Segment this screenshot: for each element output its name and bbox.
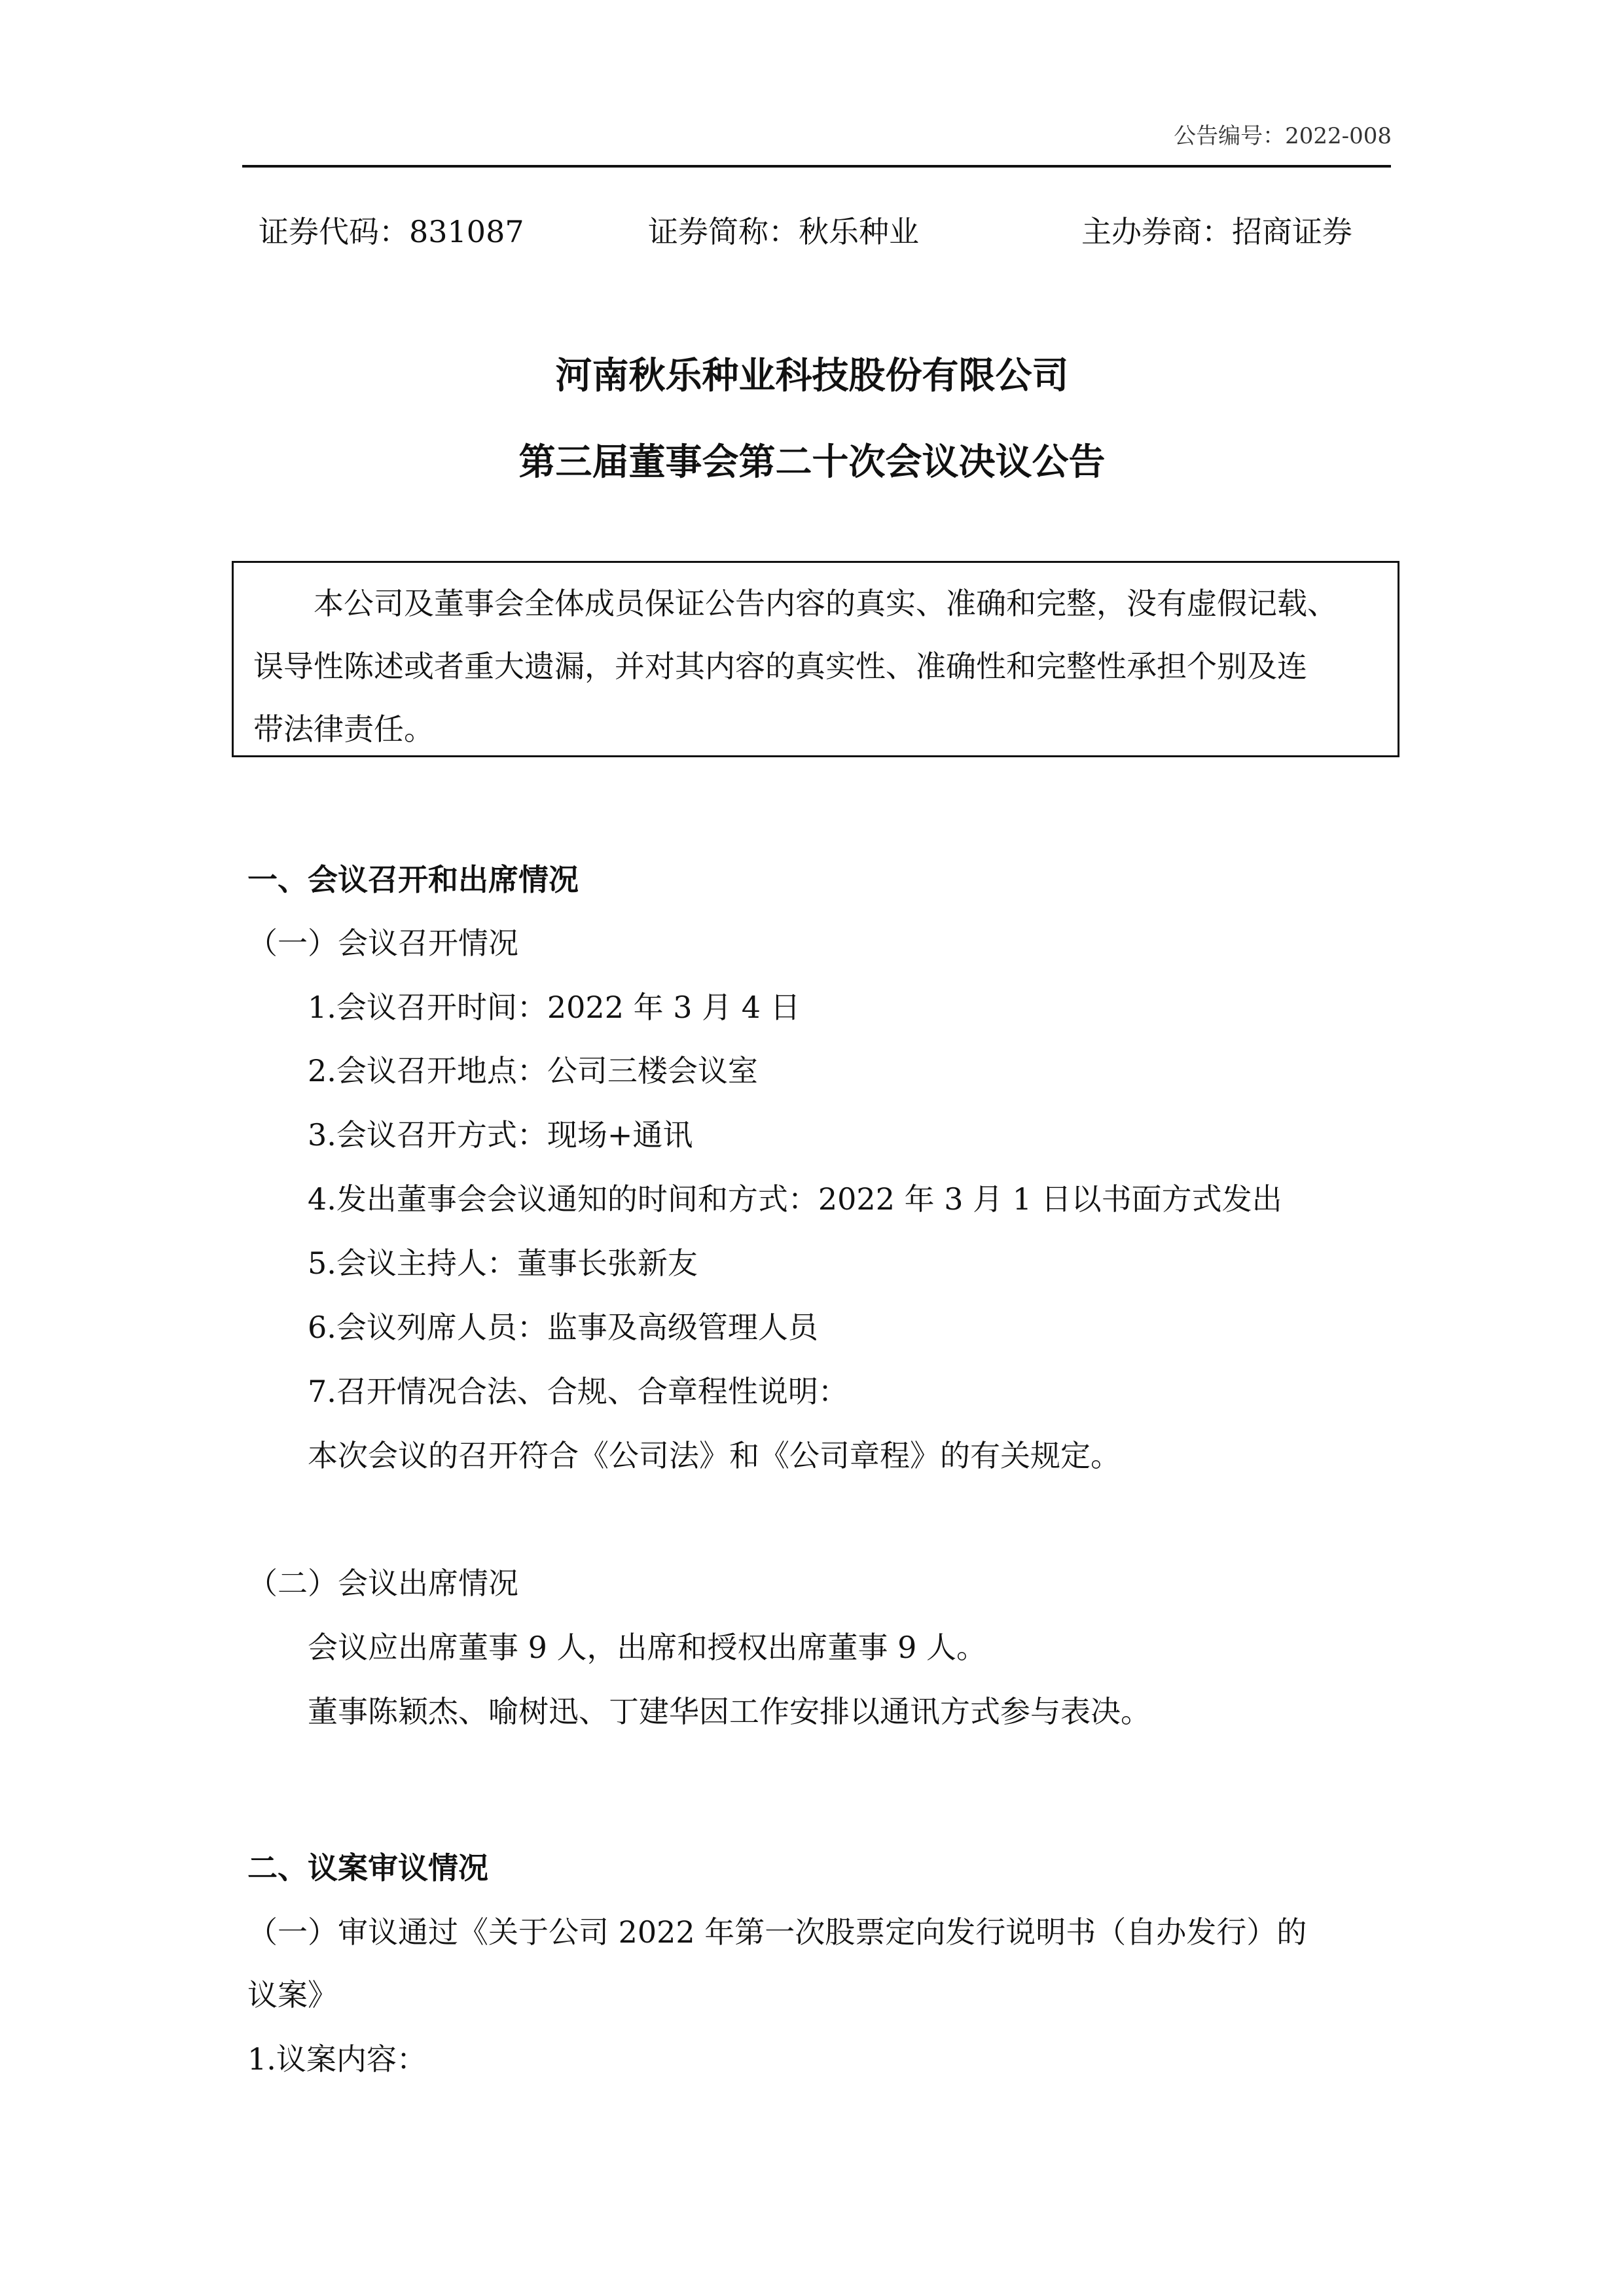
list-item: 1.会议召开时间：2022 年 3 月 4 日 [308,990,801,1025]
disclaimer-line: 误导性陈述或者重大遗漏，并对其内容的真实性、准确性和完整性承担个别及连 [253,649,1307,684]
announcement-number: 公告编号：2022-008 [1174,123,1392,149]
paragraph: 本次会议的召开符合《公司法》和《公司章程》的有关规定。 [308,1438,1121,1473]
subsection-heading: （一）审议通过《关于公司 2022 年第一次股票定向发行说明书（自办发行）的 [247,1914,1307,1950]
subsection-heading-continued: 议案》 [247,1977,338,2013]
list-item: 7.召开情况合法、合规、合章程性说明： [308,1374,848,1409]
paragraph: 会议应出席董事 9 人，出席和授权出席董事 9 人。 [308,1630,987,1665]
paragraph: 董事陈颖杰、喻树迅、丁建华因工作安排以通讯方式参与表决。 [308,1694,1151,1729]
list-item: 2.会议召开地点：公司三楼会议室 [308,1053,758,1088]
list-item: 5.会议主持人：董事长张新友 [308,1246,698,1281]
section-heading: 一、会议召开和出席情况 [247,862,579,897]
list-item: 1.议案内容： [247,2041,427,2077]
list-item: 3.会议召开方式：现场+通讯 [308,1117,693,1153]
security-name: 证券简称：秋乐种业 [648,214,919,249]
disclaimer-line: 本公司及董事会全体成员保证公告内容的真实、准确和完整，没有虚假记载、 [314,586,1337,621]
subsection-heading: （二）会议出席情况 [247,1566,518,1601]
announcement-title: 第三届董事会第二十次会议决议公告 [518,441,1106,484]
section-heading: 二、议案审议情况 [247,1850,488,1886]
disclaimer-box [232,561,1399,757]
security-code: 证券代码：831087 [259,214,524,249]
list-item: 6.会议列席人员：监事及高级管理人员 [308,1310,818,1345]
broker: 主办券商：招商证券 [1081,214,1352,249]
disclaimer-line: 带法律责任。 [253,711,434,747]
subsection-heading: （一）会议召开情况 [247,925,518,961]
list-item: 4.发出董事会会议通知的时间和方式：2022 年 3 月 1 日以书面方式发出 [308,1181,1282,1217]
company-title: 河南秋乐种业科技股份有限公司 [555,355,1069,397]
header-rule [242,165,1391,168]
